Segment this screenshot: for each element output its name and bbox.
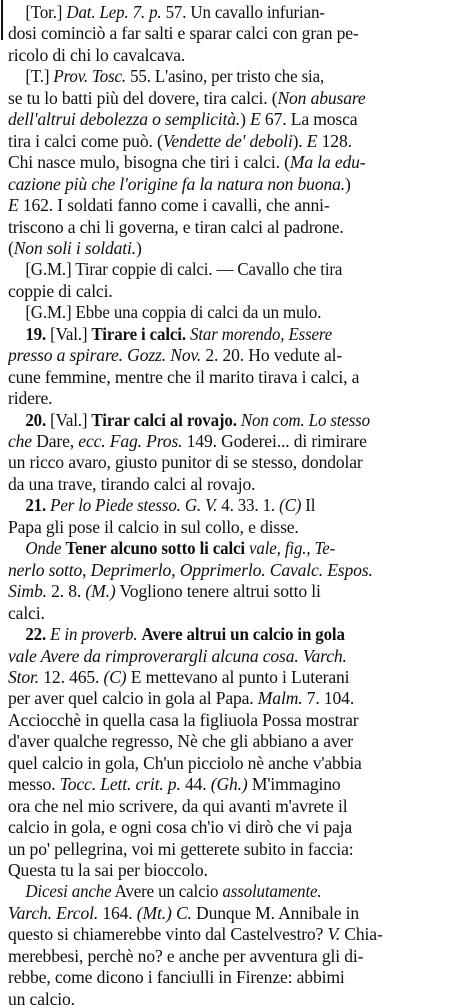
italic-text: Dicesi anche <box>25 881 112 902</box>
text-run: [T.] <box>25 66 54 87</box>
text-run: Vogliono tenere altrui sotto li <box>115 581 321 602</box>
italic-text: vale, fig., Te- <box>249 538 336 559</box>
text-line <box>8 22 464 44</box>
text-run: d'aver qualche regresso, Nè che gli abbiano a aver <box>8 731 353 752</box>
text-run: 2. 20. Ho vedute al- <box>201 345 343 366</box>
text-run: 44. <box>180 774 211 795</box>
italic-text: Onde <box>25 538 62 559</box>
text-line <box>8 237 464 259</box>
text-line <box>8 44 464 66</box>
text-run: 128. <box>317 130 352 151</box>
italic-text: E <box>306 130 318 151</box>
text-line <box>8 838 464 860</box>
text-line <box>8 258 472 280</box>
text-line <box>8 430 464 452</box>
text-run: merebbesi, perchè no? e anche per avventura gli di- <box>8 945 364 966</box>
text-line <box>8 451 464 473</box>
text-run: Il <box>301 495 316 516</box>
text-line <box>8 988 464 1008</box>
text-line <box>8 323 472 345</box>
text-run: Dunque M. Annibale in <box>191 902 360 923</box>
italic-text: Vendette de' deboli <box>162 130 293 151</box>
text-line <box>8 709 464 731</box>
text-run: Avere un calcio <box>111 881 223 902</box>
text-line <box>8 945 464 967</box>
text-run: 164. <box>98 902 137 923</box>
italic-text: Prov. Tosc. <box>53 66 126 87</box>
text-run: tira i calci come può. ( <box>8 130 163 151</box>
text-line <box>8 108 464 130</box>
text-line <box>8 1 472 23</box>
text-line <box>8 795 464 817</box>
text-run: ) <box>136 237 142 258</box>
text-line <box>8 87 464 109</box>
italic-text: Ma la edu- <box>289 152 366 173</box>
text-line <box>8 537 472 559</box>
text-line <box>8 387 464 409</box>
text-run: 12. 465. <box>39 666 104 687</box>
text-run: un ricco avaro, giusto punitor di se stesso, dondolar <box>8 452 363 473</box>
italic-text: (M.) <box>85 581 116 602</box>
italic-text: (C) <box>103 666 127 687</box>
text-line <box>8 880 472 902</box>
text-run: quel calcio in gola, Ch'un picciolo nè anche v'abbia <box>8 752 362 773</box>
italic-text: Dat. Lep. 7. p. <box>66 2 162 22</box>
italic-text: Varch. Ercol. <box>8 902 99 923</box>
text-line <box>8 366 464 388</box>
italic-text: che <box>8 431 32 451</box>
text-run: un po' pellegrina, voi mi getterete subito in faccia: <box>8 838 354 859</box>
text-run: ora che nel mio scrivere, da qui avanti m'avrete il <box>8 795 348 816</box>
text-line <box>8 344 464 366</box>
text-line <box>8 859 464 881</box>
italic-text: Non soli i soldati. <box>13 237 137 258</box>
text-line <box>8 65 472 87</box>
text-run: per aver quel calcio in gola al Papa. <box>8 688 258 709</box>
text-run: ) <box>240 109 251 130</box>
text-run: ) <box>345 173 351 194</box>
text-line <box>8 151 464 173</box>
text-line <box>8 816 464 838</box>
text-run: ricolo di chi lo cavalcava. <box>8 44 186 65</box>
text-line <box>8 623 472 645</box>
text-run: 57. Un cavallo infurian- <box>161 2 325 22</box>
bold-text: Tener alcuno sotto li calci <box>65 538 245 559</box>
italic-text: Per lo Piede stesso. G. V. <box>50 495 218 516</box>
text-run: ( <box>8 237 14 258</box>
text-run: da una trave, tirando calci al rovajo. <box>8 473 256 494</box>
text-line <box>8 494 472 516</box>
italic-text: V. <box>327 924 341 945</box>
text-run: Dare, <box>31 431 79 451</box>
text-line <box>8 687 464 709</box>
text-run: 2. 8. <box>46 581 86 602</box>
text-line <box>8 645 464 667</box>
text-line <box>8 173 464 195</box>
text-run: coppie di calci. <box>8 280 113 301</box>
text-run: [G.M.] Ebbe una coppia di calci da un mulo. <box>25 302 322 323</box>
text-run: calcio in gola, e ogni cosa ch'io vi dirò che vi paja <box>8 817 353 838</box>
text-line <box>8 473 464 495</box>
bold-text: 22. <box>25 624 47 645</box>
text-line <box>8 730 464 752</box>
text-line <box>8 280 464 302</box>
margin-rule <box>1 0 3 40</box>
text-run: 55. L'asino, per tristo che sia, <box>125 66 325 87</box>
text-run: cune femmine, mentre che il marito tirava i calci, a <box>8 366 360 387</box>
text-run: ). <box>292 130 307 151</box>
text-run: 7. 104. <box>302 688 355 709</box>
italic-text: presso a spirare. Gozz. Nov. <box>8 345 202 366</box>
text-line <box>8 216 464 238</box>
text-run: Chi nasce mulo, bisogna che tiri i calci. ( <box>8 152 290 173</box>
text-run: questo si chiamerebbe vinto dal Castelvestro? <box>8 924 328 945</box>
text-run: [Tor.] <box>25 2 67 22</box>
text-line <box>8 923 464 945</box>
italic-text: vale Avere da rimproverargli alcuna cosa. Varch. <box>8 645 347 666</box>
text-run: Chia- <box>340 924 383 945</box>
italic-text: ecc. Fag. Pros. <box>78 431 183 451</box>
italic-text: Non abusare <box>277 87 366 108</box>
text-line <box>8 301 472 323</box>
text-run: rebbe, come dicono i fanciulli in Firenze: abbimi <box>8 967 345 988</box>
text-line <box>8 130 464 152</box>
text-run: E mettevano al punto i Luterani <box>126 666 350 687</box>
text-run: messo. <box>8 774 60 795</box>
text-line <box>8 902 464 924</box>
italic-text: (Mt.) <box>136 902 172 923</box>
text-run: M'immagino <box>247 774 341 795</box>
text-run: Questa tu la sai per bioccolo. <box>8 860 208 880</box>
text-line <box>8 773 464 795</box>
text-run: Acciocchè in quella casa la figliuola Possa mostrar <box>8 709 359 730</box>
text-line <box>8 580 464 602</box>
text-run: calci. <box>8 602 45 623</box>
text-run: se tu lo batti più del dovere, tira calci. ( <box>8 87 278 108</box>
text-line <box>8 516 464 538</box>
italic-text: Malm. <box>257 688 303 709</box>
italic-text: dell'altrui debolezza o semplicità. <box>8 109 241 130</box>
text-run: [G.M.] Tirar coppie di calci. — Cavallo che tira <box>25 259 343 280</box>
text-line <box>8 409 472 431</box>
italic-text: cazione più che l'origine fa la natura non buona. <box>8 173 346 194</box>
italic-text: C. <box>175 902 192 923</box>
italic-text: E <box>8 195 19 216</box>
bold-text: 21. <box>25 495 47 516</box>
italic-text: Stor. <box>8 666 40 687</box>
text-line <box>8 752 464 774</box>
text-run: ridere. <box>8 388 53 409</box>
bold-text: 20. <box>25 409 47 430</box>
text-line <box>8 602 464 624</box>
bold-text: 19. <box>25 323 47 344</box>
text-run: 4. 33. 1. <box>217 495 280 516</box>
text-run: dosi cominciò a far salti e sparar calci con gran pe- <box>8 23 359 44</box>
text-line <box>8 666 464 688</box>
italic-text: Non com. Lo stesso <box>240 409 370 430</box>
text-run: 149. Goderei... di rimirare <box>182 431 367 451</box>
text-run: [Val.] <box>46 409 92 430</box>
italic-text: (C) <box>279 495 302 516</box>
italic-text: assolutamente. <box>222 881 322 902</box>
text-run: Papa gli pose il calcio in sul collo, e disse. <box>8 516 299 537</box>
bold-text: Tirar calci al rovajo. <box>91 409 237 430</box>
italic-text: nerlo sotto, Deprimerlo, Opprimerlo. Cavalc. Espos. <box>8 559 373 580</box>
text-run: un calcio. <box>8 988 75 1008</box>
italic-text: Simb. <box>8 581 47 602</box>
text-run: [Val.] <box>46 323 92 344</box>
italic-text: (Gh.) <box>210 774 248 795</box>
italic-text: E <box>250 109 261 130</box>
text-run: 67. La mosca <box>260 109 358 130</box>
text-line <box>8 194 464 216</box>
italic-text: Tocc. Lett. crit. p. <box>59 774 181 795</box>
text-run: triscono a chi li governa, e tiran calci al padrone. <box>8 216 344 237</box>
text-run: 162. I soldati fanno come i cavalli, che anni- <box>18 195 330 216</box>
bold-text: Tirare i calci. <box>91 323 186 344</box>
italic-text: E in proverb. <box>50 624 138 645</box>
text-line <box>8 559 464 581</box>
bold-text: Avere altrui un calcio in gola <box>141 624 345 645</box>
italic-text: Star morendo, Essere <box>190 323 333 344</box>
text-line <box>8 966 464 988</box>
